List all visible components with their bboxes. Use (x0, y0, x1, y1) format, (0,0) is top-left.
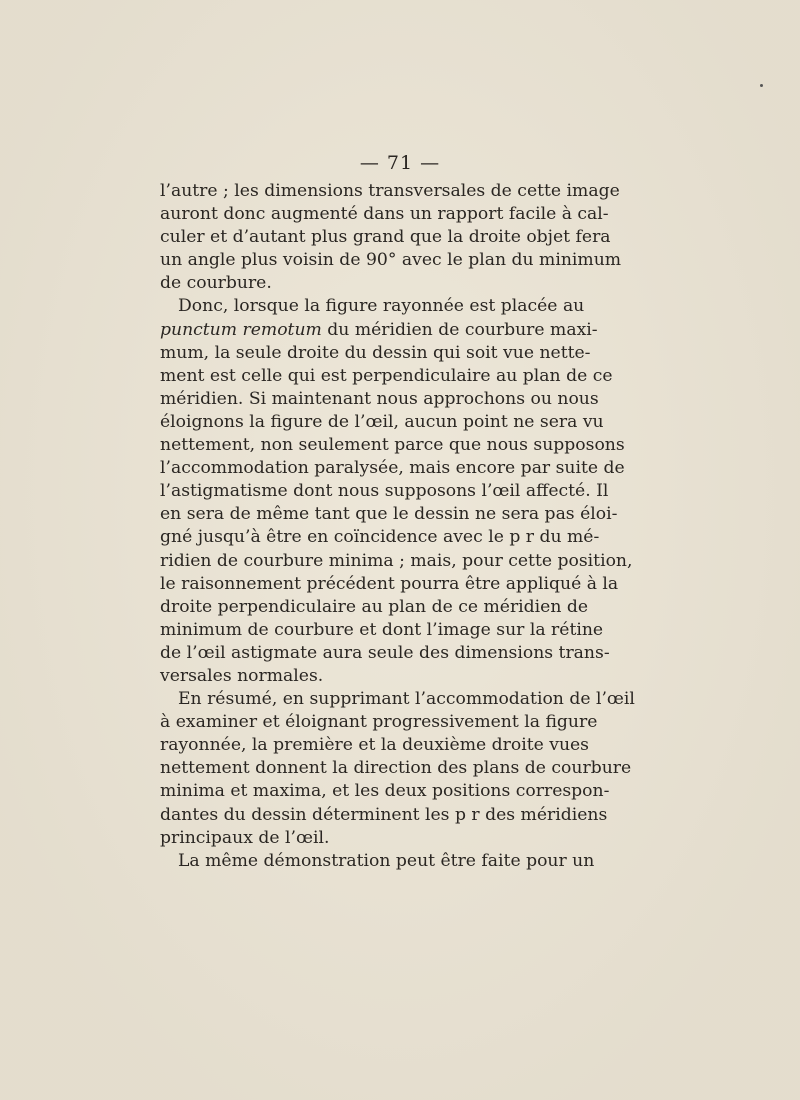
text-line: l’accommodation paralysée, mais encore par suite de (160, 458, 625, 479)
text-line: auront donc augmenté dans un rapport facile à cal- (160, 204, 609, 225)
text-line: gné jusqu’à être en coïncidence avec le p r du mé- (160, 527, 600, 548)
text-line: minimum de courbure et dont l’image sur la rétine (160, 619, 604, 640)
text-line: minima et maxima, et les deux positions correspon- (160, 781, 610, 802)
text-line: à examiner et éloignant progressivement la figure (160, 712, 598, 733)
text-line: l’astigmatisme dont nous supposons l’œil affecté. Il (160, 481, 609, 502)
text-line: de l’œil astigmate aura seule des dimensions trans- (160, 642, 610, 663)
text-line: de courbure. (160, 273, 272, 294)
text-line: ment est celle qui est perpendiculaire au plan de ce (160, 365, 613, 386)
text-line: un angle plus voisin de 90° avec le plan du minimum (160, 250, 622, 271)
text-line: nettement, non seulement parce que nous supposons (160, 435, 625, 456)
text-line: principaux de l’œil. (160, 827, 330, 848)
text-line: La même démonstration peut être faite pour un (178, 850, 595, 871)
text-line: culer et d’autant plus grand que la droite objet fera (160, 227, 611, 248)
text-line: nettement donnent la direction des plans de courbure (160, 758, 632, 779)
text-line: éloignons la figure de l’œil, aucun point ne sera vu (160, 411, 604, 432)
page-number: — 71 — (359, 152, 441, 174)
text-line: le raisonnement précédent pourra être appliqué à la (160, 573, 619, 594)
text-line: en sera de même tant que le dessin ne sera pas éloi- (160, 504, 618, 525)
text-line: mum, la seule droite du dessin qui soit vue nette- (160, 342, 591, 363)
text-line: méridien. Si maintenant nous approchons ou nous (160, 388, 599, 409)
text-line: droite perpendiculaire au plan de ce méridien de (160, 596, 589, 617)
text-line: rayonnée, la première et la deuxième droite vues (160, 735, 590, 756)
text-line: ridien de courbure minima ; mais, pour cette position, (160, 550, 633, 571)
text-line: dantes du dessin déterminent les p r des méridiens (160, 804, 608, 825)
body-text (160, 180, 635, 873)
text-line: punctum remotum du méridien de courbure maxi- (160, 319, 598, 340)
page-speck (760, 84, 763, 87)
text-line: Donc, lorsque la figure rayonnée est placée au (178, 296, 585, 317)
text-line: l’autre ; les dimensions transversales de cette image (160, 181, 620, 201)
text-line: En résumé, en supprimant l’accommodation de l’œil (178, 689, 635, 710)
text-line: versales normales. (160, 665, 324, 686)
